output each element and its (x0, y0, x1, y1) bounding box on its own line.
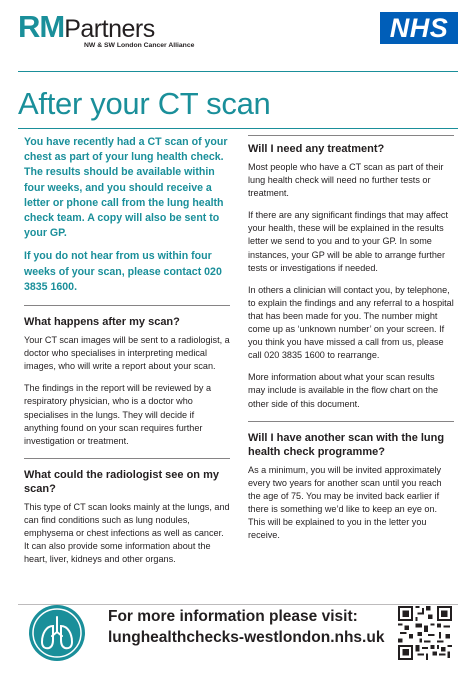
contact-paragraph: If you do not hear from us within four weeks of your scan, please contact 020 3835 1600. (24, 250, 222, 293)
paragraph: As a minimum, you will be invited approximately every two years for another scan until you reach the age of 75. You may be invited back earlier if there is something we’d like to keep an eye on. This will be explained to you in the letter you receive. (248, 464, 442, 541)
page-title: After your CT scan (18, 86, 271, 121)
section-heading-treatment: Will I need any treatment? (248, 143, 385, 155)
section-heading-after-scan: What happens after my scan? (24, 316, 180, 329)
section-divider (248, 135, 454, 136)
paragraph: If there are any significant findings that may affect your health, these will be explained in the results letter we send to you and to your GP. In some instances, your GP will be able to arrange further tests or investigations if needed. (248, 210, 449, 273)
section-divider (248, 421, 454, 422)
paragraph: Most people who have a CT scan as part of their lung health check will need no further tests or treatment. (248, 162, 444, 199)
nhs-logo: NHS (380, 12, 458, 44)
paragraph: Your CT scan images will be sent to a radiologist, a doctor who specialises in interpreting medical images, who will write a report about your scan. (24, 335, 230, 372)
intro-paragraph: You have recently had a CT scan of your chest as part of your lung health check. The results should be available within four weeks, and you should receive a letter or phone call from the lung health check team. A copy will also be sent to your GP. (24, 136, 228, 240)
paragraph: In others a clinician will contact you, by telephone, to explain the findings and any referral to a hospital that has been made for you. The number might come up as ‘unknown number’ on your screen. If you think you have missed a call from us, please call 020 3835 1600 to rearrange. (248, 284, 454, 361)
section-divider (24, 305, 230, 306)
header-divider (18, 71, 458, 72)
right-column (248, 135, 454, 542)
qr-code (398, 606, 452, 660)
logo-subtitle: NW & SW London Cancer Alliance (84, 42, 195, 49)
paragraph: More information about what your scan results may include is available in the flow chart on the other side of this document. (248, 372, 439, 409)
title-divider (18, 128, 458, 129)
footer-website-link[interactable]: lunghealthchecks-westlondon.nhs.uk (108, 629, 385, 646)
rm-partners-logo (18, 9, 195, 49)
lungs-icon (28, 604, 86, 662)
left-column (24, 135, 230, 566)
section-heading-another-scan: Will I have another scan with the lung health check programme? (248, 431, 445, 458)
section-divider (24, 458, 230, 459)
paragraph: The findings in the report will be reviewed by a respiratory physician, who is a doctor who specialises in the lungs. They will decide if anything found on your scan requires further investigation or treatment. (24, 383, 212, 446)
footer-text (108, 607, 384, 648)
footer-line-1: For more information please visit: (108, 608, 358, 625)
logo-rm-text: RM (18, 9, 65, 44)
paragraph: This type of CT scan looks mainly at the lungs, and can find conditions such as lung nodules, emphysema or chest infections as well as cancer. It can also provide some information about the heart, liver, kidneys and other organs. (24, 501, 230, 565)
logo-partners-text: Partners (64, 15, 155, 43)
section-heading-radiologist: What could the radiologist see on my scan? (24, 468, 219, 495)
page-header (0, 0, 474, 62)
